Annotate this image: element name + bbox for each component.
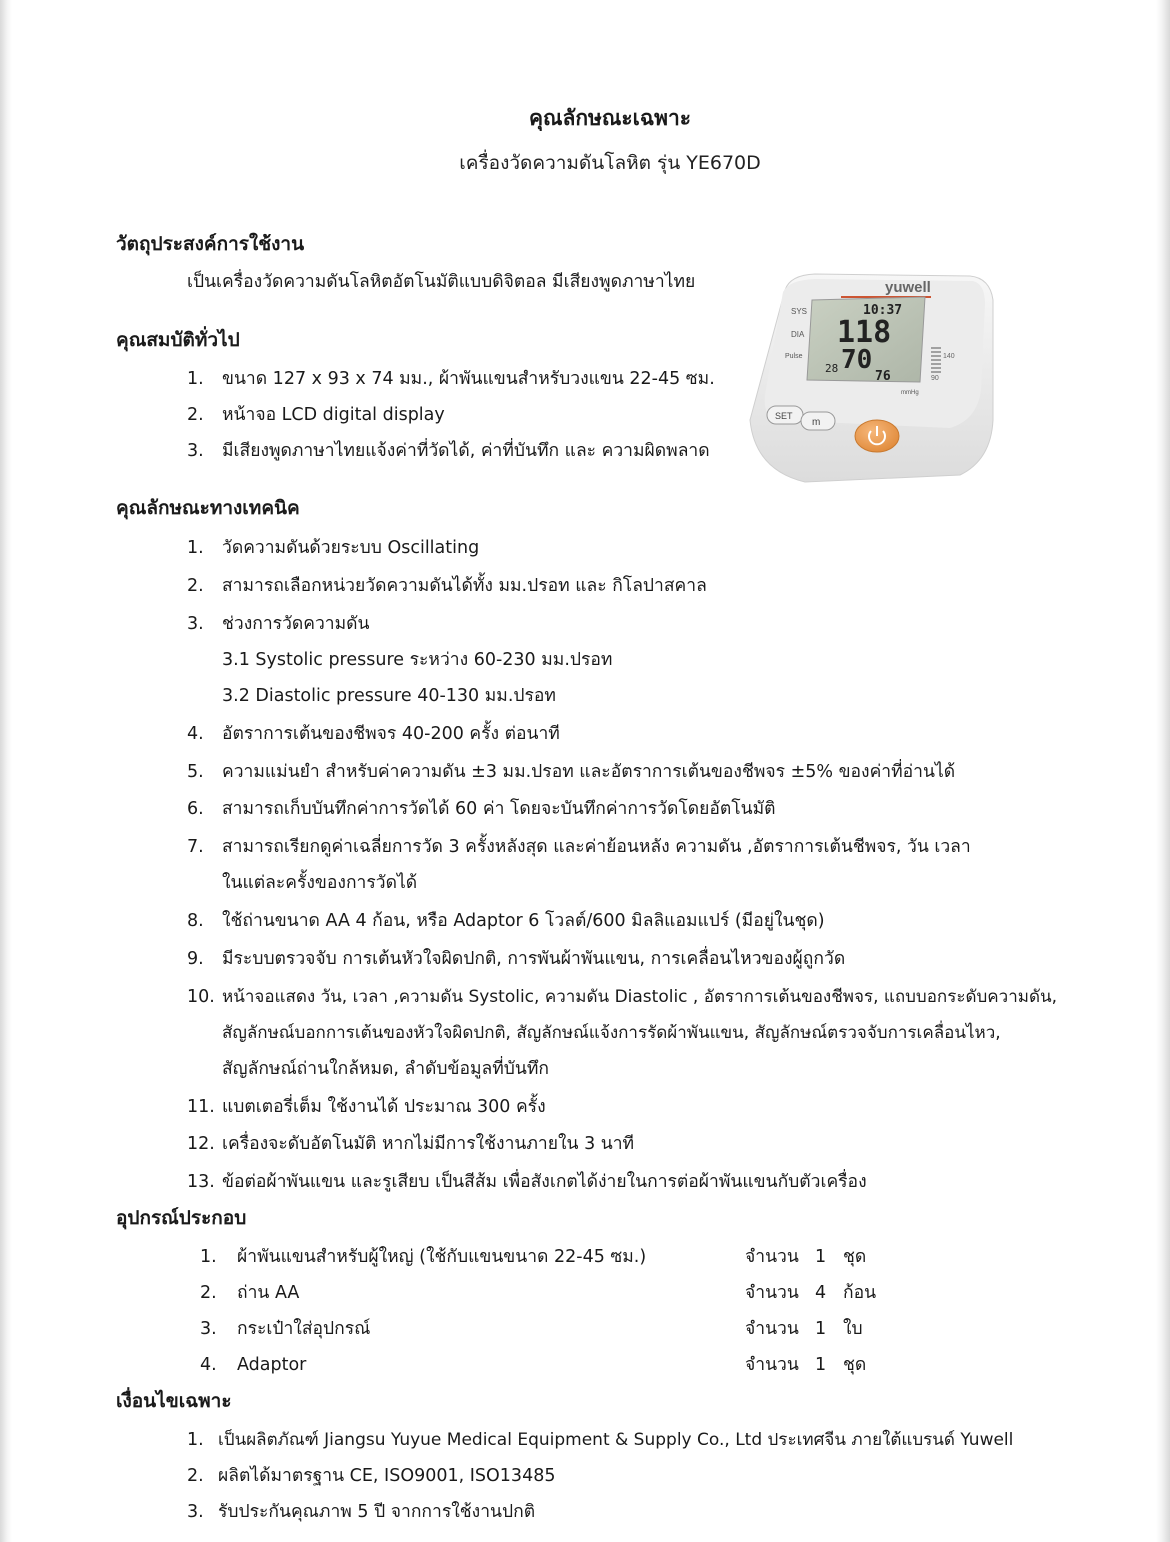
tech-item-number: 3. <box>187 614 204 634</box>
tech-item-text: สามารถเก็บบันทึกค่าการวัดได้ 60 ค่า โดยจะบันทึกค่าการวัดโดยอัตโนมัติ <box>222 799 776 819</box>
blood-pressure-monitor-image <box>745 270 997 490</box>
brand-label: yuwell <box>885 279 931 296</box>
condition-number: 1. <box>187 1430 204 1450</box>
tech-item-number: 2. <box>187 576 204 596</box>
pulse-label: Pulse <box>785 353 803 360</box>
accessories-heading: อุปกรณ์ประกอบ <box>116 1207 247 1229</box>
accessory-qty: 1 <box>815 1355 827 1375</box>
scale-high: 140 <box>943 353 955 360</box>
general-item-text: มีเสียงพูดภาษาไทยแจ้งค่าที่วัดได้, ค่าที่บันทึก และ ความผิดพลาด <box>222 441 710 461</box>
tech-subitem-text: 3.1 Systolic pressure ระหว่าง 60-230 มม.ปรอท <box>222 650 613 670</box>
lcd-pulse-value: 76 <box>875 369 891 384</box>
tech-item-number: 10. <box>187 987 215 1007</box>
accessory-qty-label: จำนวน <box>745 1283 799 1303</box>
accessory-unit: ก้อน <box>843 1283 877 1303</box>
memory-button-label: m <box>812 417 821 428</box>
accessory-name: กระเป๋าใส่อุปกรณ์ <box>237 1319 371 1339</box>
condition-text: ผลิตได้มาตรฐาน CE, ISO9001, ISO13485 <box>218 1466 556 1486</box>
unit-label: mmHg <box>901 390 919 396</box>
accessory-qty: 1 <box>815 1247 827 1267</box>
general-item-number: 3. <box>187 441 204 461</box>
tech-item-text: ช่วงการวัดความดัน <box>222 614 370 634</box>
tech-item-text: ข้อต่อผ้าพันแขน และรูเสียบ เป็นสีส้ม เพื่อสังเกตได้ง่ายในการต่อผ้าพันแขนกับตัวเครื่อง <box>222 1172 867 1192</box>
accessory-name: ถ่าน AA <box>237 1283 300 1303</box>
accessory-name: Adaptor <box>237 1355 307 1375</box>
accessory-number: 2. <box>200 1283 217 1303</box>
tech-item-text-continued: สัญลักษณ์ถ่านใกล้หมด, ลำดับข้อมูลที่บันทึก <box>222 1059 549 1079</box>
tech-item-number: 4. <box>187 724 204 744</box>
condition-text: เป็นผลิตภัณฑ์ Jiangsu Yuyue Medical Equipment & Supply Co., Ltd ประเทศจีน ภายใต้แบรนด์ Yuwell <box>218 1430 1014 1450</box>
purpose-text: เป็นเครื่องวัดความดันโลหิตอัตโนมัติแบบดิจิตอล มีเสียงพูดภาษาไทย <box>187 272 696 292</box>
lcd-sys-value: 118 <box>837 315 892 350</box>
page-title: คุณลักษณะเฉพาะ <box>528 106 692 130</box>
accessory-qty: 4 <box>815 1283 827 1303</box>
general-item-text: ขนาด 127 x 93 x 74 มม., ผ้าพันแขนสำหรับวงแขน 22-45 ซม. <box>222 369 715 389</box>
tech-item-text: เครื่องจะดับอัตโนมัติ หากไม่มีการใช้งานภายใน 3 นาที <box>222 1134 635 1154</box>
lcd-dia-value: 70 <box>841 345 873 375</box>
condition-number: 3. <box>187 1502 204 1522</box>
tech-item-number: 11. <box>187 1097 215 1117</box>
page-subtitle: เครื่องวัดความดันโลหิต รุ่น YE670D <box>459 152 761 174</box>
tech-item-text: สามารถเรียกดูค่าเฉลี่ยการวัด 3 ครั้งหลังสุด และค่าย้อนหลัง ความดัน ,อัตราการเต้นชีพจร, วัน เวลา <box>222 837 971 857</box>
accessory-unit: ชุด <box>843 1355 867 1375</box>
accessory-number: 4. <box>200 1355 217 1375</box>
general-item-number: 1. <box>187 369 204 389</box>
lcd-time: 10:37 <box>863 303 903 318</box>
set-button-label: SET <box>775 411 793 421</box>
tech-item-number: 5. <box>187 762 204 782</box>
tech-item-number: 7. <box>187 837 204 857</box>
tech-item-text: สามารถเลือกหน่วยวัดความดันได้ทั้ง มม.ปรอท และ กิโลปาสคาล <box>222 576 707 596</box>
accessory-unit: ใบ <box>843 1319 863 1339</box>
purpose-heading: วัตถุประสงค์การใช้งาน <box>116 233 305 255</box>
tech-item-text: แบตเตอรี่เต็ม ใช้งานได้ ประมาณ 300 ครั้ง <box>222 1097 546 1117</box>
accessory-name: ผ้าพันแขนสำหรับผู้ใหญ่ (ใช้กับแขนขนาด 22-45 ซม.) <box>237 1247 647 1267</box>
dia-label: DIA <box>791 330 805 339</box>
pressure-scale <box>931 348 941 372</box>
conditions-heading: เงื่อนไขเฉพาะ <box>116 1390 232 1412</box>
tech-item-number: 13. <box>187 1172 215 1192</box>
technical-heading: คุณลักษณะทางเทคนิค <box>116 497 300 519</box>
tech-item-text: มีระบบตรวจจับ การเต้นหัวใจผิดปกติ, การพันผ้าพันแขน, การเคลื่อนไหวของผู้ถูกวัด <box>222 949 846 969</box>
accessory-qty-label: จำนวน <box>745 1247 799 1267</box>
lcd-memory: 28 <box>825 362 839 375</box>
accessory-unit: ชุด <box>843 1247 867 1267</box>
accessory-qty-label: จำนวน <box>745 1355 799 1375</box>
condition-text: รับประกันคุณภาพ 5 ปี จากการใช้งานปกติ <box>218 1502 536 1522</box>
tech-subitem-text: 3.2 Diastolic pressure 40-130 มม.ปรอท <box>222 686 556 706</box>
tech-item-number: 8. <box>187 911 204 931</box>
sys-label: SYS <box>791 307 808 316</box>
tech-item-number: 9. <box>187 949 204 969</box>
page-left-edge <box>0 0 12 1542</box>
tech-item-text: ความแม่นยำ สำหรับค่าความดัน ±3 มม.ปรอท และอัตราการเต้นของชีพจร ±5% ของค่าที่อ่านได้ <box>222 762 956 782</box>
general-item-text: หน้าจอ LCD digital display <box>222 405 445 425</box>
scale-low: 90 <box>931 375 939 382</box>
tech-item-number: 1. <box>187 538 204 558</box>
condition-number: 2. <box>187 1466 204 1486</box>
page-right-edge <box>1156 0 1170 1542</box>
accessory-number: 1. <box>200 1247 217 1267</box>
accessory-qty: 1 <box>815 1319 827 1339</box>
accessory-qty-label: จำนวน <box>745 1319 799 1339</box>
general-heading: คุณสมบัติทั่วไป <box>116 329 240 351</box>
tech-item-text: อัตราการเต้นของชีพจร 40-200 ครั้ง ต่อนาที <box>222 724 560 744</box>
tech-item-text: วัดความดันด้วยระบบ Oscillating <box>222 538 480 558</box>
general-item-number: 2. <box>187 405 204 425</box>
tech-item-text: หน้าจอแสดง วัน, เวลา ,ความดัน Systolic, ความดัน Diastolic , อัตราการเต้นของชีพจร, แถบบอกระดับความดัน, <box>222 987 1058 1007</box>
accessory-number: 3. <box>200 1319 217 1339</box>
tech-item-text: ใช้ถ่านขนาด AA 4 ก้อน, หรือ Adaptor 6 โวลต์/600 มิลลิแอมแปร์ (มีอยู่ในชุด) <box>222 911 825 931</box>
tech-item-text-continued: สัญลักษณ์บอกการเต้นของหัวใจผิดปกติ, สัญลักษณ์แจ้งการรัดผ้าพันแขน, สัญลักษณ์ตรวจจับการเคลื่อนไหว, <box>222 1023 1001 1043</box>
tech-item-number: 12. <box>187 1134 215 1154</box>
tech-item-text-continued: ในแต่ละครั้งของการวัดได้ <box>222 873 418 893</box>
tech-item-number: 6. <box>187 799 204 819</box>
